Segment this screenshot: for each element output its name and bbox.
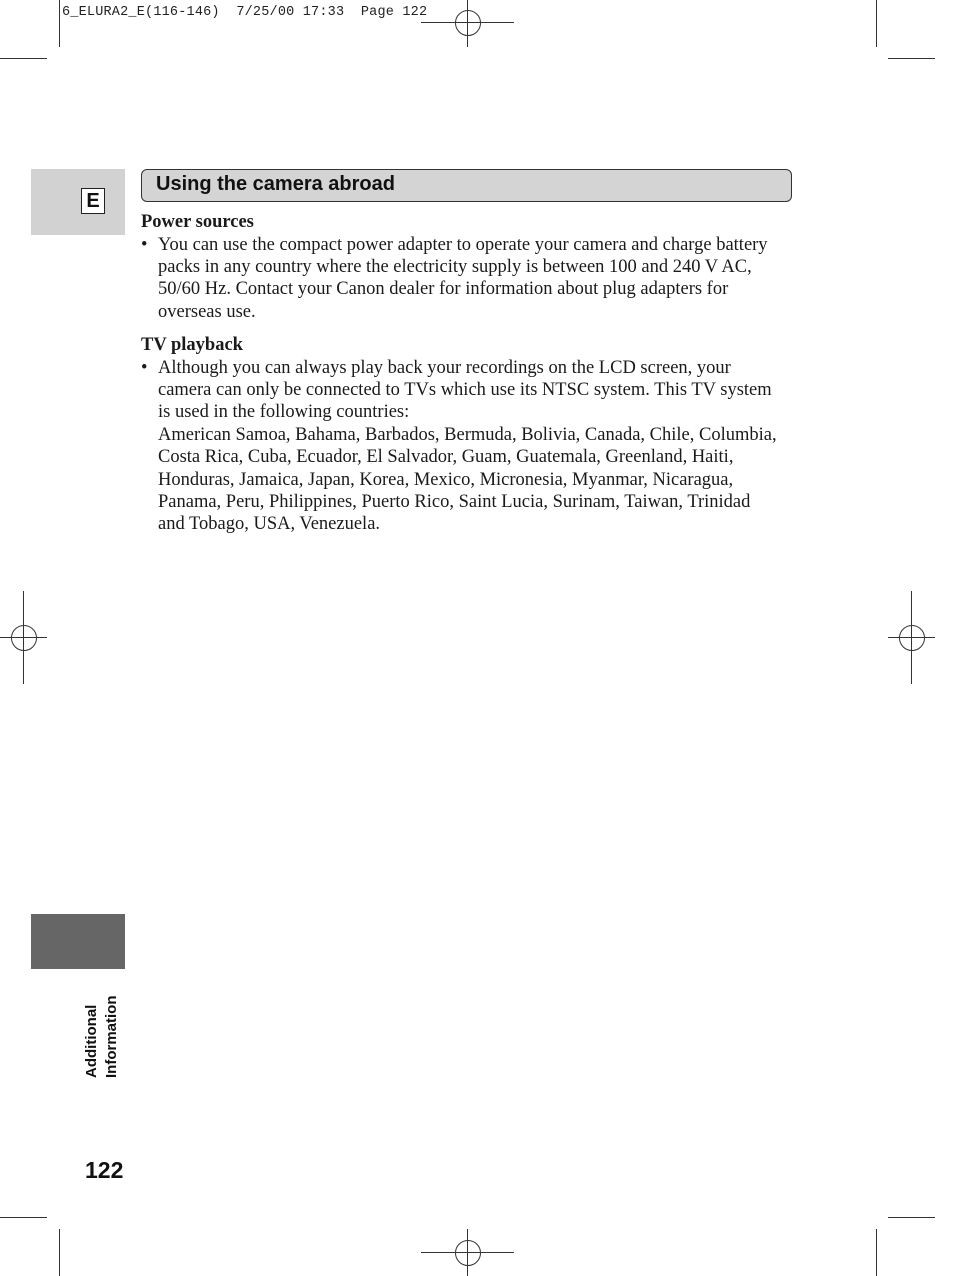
- bullet-text: You can use the compact power adapter to operate your camera and charge battery packs in any country where the electricity supply is between 100 and 240 V AC, 50/60 Hz. Contact your Canon dealer for information about plug adapters for overseas use.: [158, 234, 768, 322]
- crop-mark: [0, 58, 47, 59]
- bullet-icon: •: [141, 234, 148, 255]
- tv-playback-section: [141, 334, 781, 536]
- crop-mark: [888, 1217, 935, 1218]
- crop-mark: [876, 1229, 877, 1276]
- crop-mark: [59, 0, 60, 47]
- crop-mark: [59, 1229, 60, 1276]
- chapter-thumb-tab: [31, 914, 125, 969]
- chapter-label: Additional Information: [83, 995, 120, 1078]
- section-heading: Power sources: [141, 212, 254, 232]
- crop-mark: [876, 0, 877, 47]
- language-code: E: [81, 188, 105, 214]
- main-content: [141, 211, 781, 536]
- page-number: 122: [85, 1157, 124, 1183]
- print-slug: 6_ELURA2_E(116-146) 7/25/00 17:33 Page 122: [62, 5, 428, 20]
- crop-mark: [0, 1217, 47, 1218]
- crop-mark: [888, 58, 935, 59]
- language-tab: [31, 169, 125, 235]
- list-item: [141, 357, 781, 536]
- section-title-bar: [141, 169, 792, 202]
- list-item: [141, 234, 781, 324]
- bullet-icon: •: [141, 357, 148, 378]
- section-heading: TV playback: [141, 335, 243, 356]
- bullet-text: Although you can always play back your recordings on the LCD screen, your camera can only be connected to TVs which use its NTSC system. This TV system is used in the following countries:: [158, 357, 772, 423]
- power-sources-section: [141, 211, 781, 323]
- section-title: Using the camera abroad: [156, 173, 395, 195]
- country-list: American Samoa, Bahama, Barbados, Bermuda, Bolivia, Canada, Chile, Columbia, Costa Rica, Cuba, Ecuador, El Salvador, Guam, Guatemala, Greenland, Haiti, Honduras, Jamaica, Japan, Korea, Mexico, Micronesia, Myanmar, Nicaragua, Panama, Peru, Philippines, Puerto Rico, Saint Lucia, Surinam, Taiwan, Trinidad and Tobago, USA, Venezuela.: [158, 424, 777, 535]
